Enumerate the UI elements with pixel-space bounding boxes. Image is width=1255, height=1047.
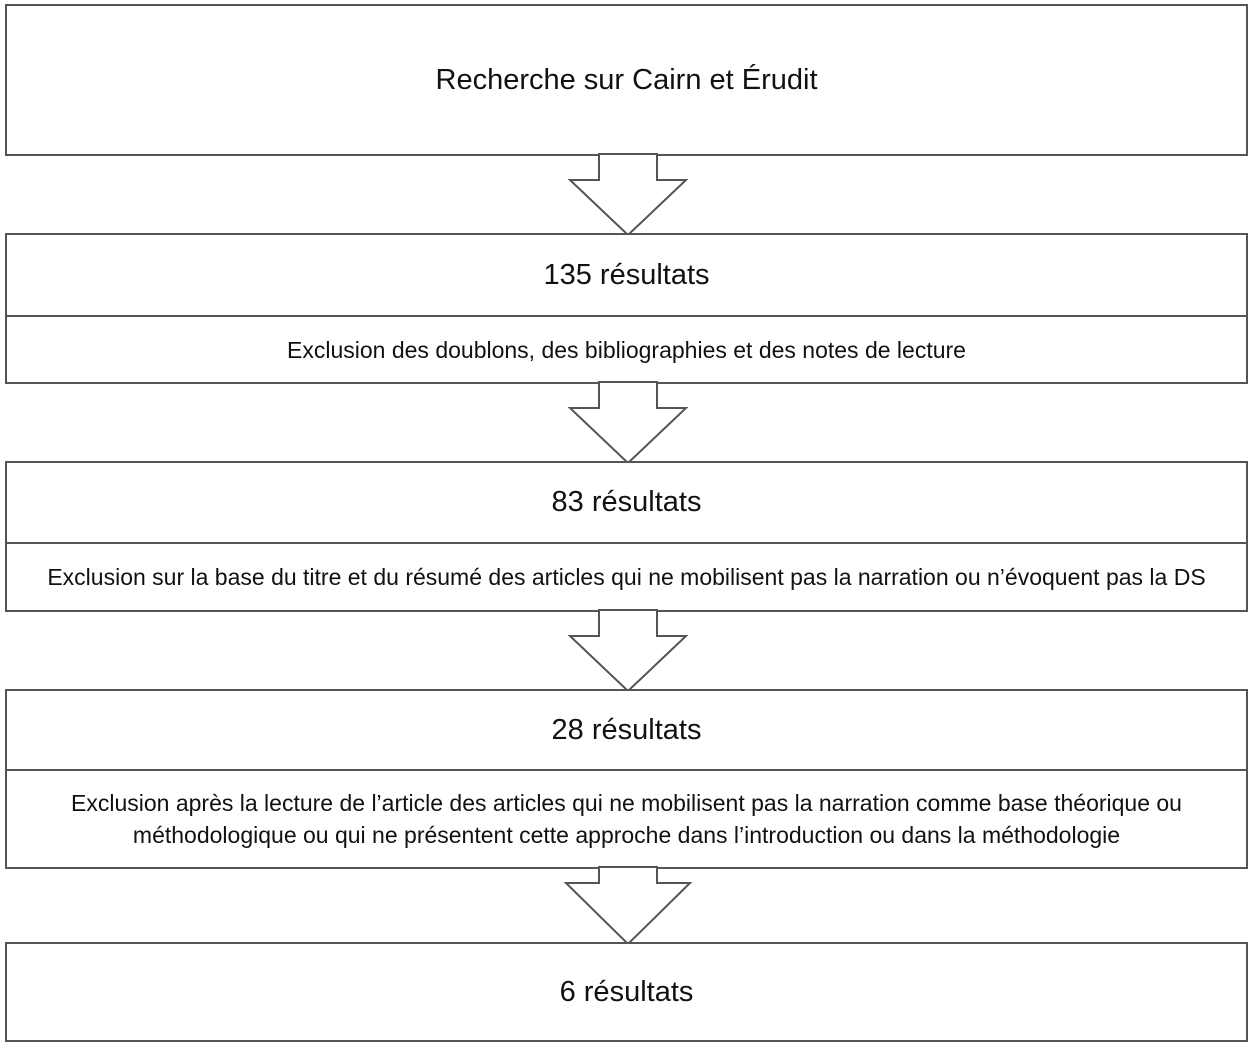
start-label: Recherche sur Cairn et Érudit — [435, 63, 818, 96]
start-box — [5, 4, 1248, 156]
final-result: 6 résultats — [559, 975, 694, 1008]
stage-1-criterion: Exclusion des doublons, des bibliographies et des notes de lecture — [7, 315, 1246, 382]
down-arrow-icon — [564, 867, 692, 947]
stage-3-criterion: Exclusion après la lecture de l’article des articles qui ne mobilisent pas la narration comme base théorique ou méthodologique ou qui ne présentent cette approche dans l’introduction ou dans la méthodologie — [7, 769, 1246, 867]
down-arrow-icon — [568, 382, 688, 466]
stage-2-criterion: Exclusion sur la base du titre et du résumé des articles qui ne mobilisent pas la narration ou n’évoquent pas la DS — [7, 542, 1246, 610]
stage-box-1 — [5, 233, 1248, 384]
down-arrow-icon — [568, 154, 688, 238]
stage-box-3 — [5, 689, 1248, 869]
stage-1-result: 135 résultats — [543, 258, 710, 291]
final-box — [5, 942, 1248, 1042]
down-arrow-icon — [568, 610, 688, 694]
stage-3-result: 28 résultats — [551, 713, 702, 746]
stage-2-result: 83 résultats — [551, 486, 702, 518]
stage-box-2 — [5, 461, 1248, 612]
